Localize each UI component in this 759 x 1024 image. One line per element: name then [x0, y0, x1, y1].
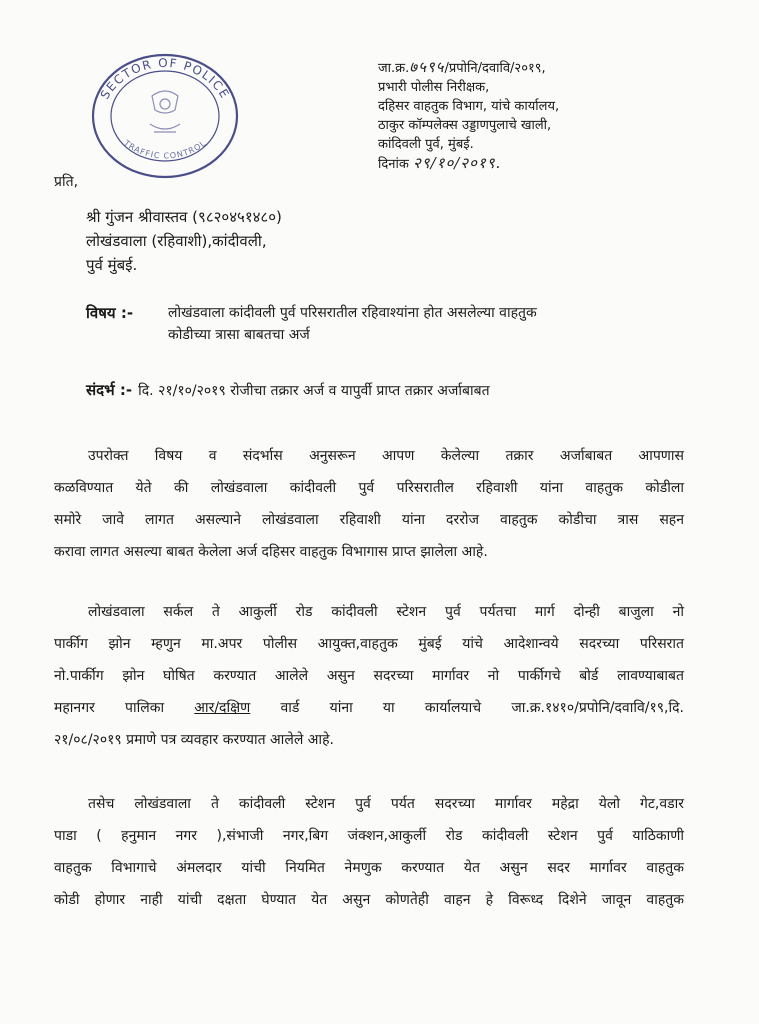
reference-text: दि. २१/१०/२०१९ रोजीचा तक्रार अर्ज व यापुर्वी प्राप्त तक्रार अर्जाबाबत — [138, 383, 490, 399]
paragraph-line: वाहतुक विभागाचे अंमलदार यांची नियमित नेमणुक करण्यात येत असुन सदर मार्गावर वाहतुक — [54, 860, 684, 876]
paragraph-line: महानगर पालिका आर/दक्षिण वार्ड यांना या कार्यालयाचे जा.क्र.१४१०/प्रपोनि/दवावि/१९,दि. — [54, 700, 684, 716]
office-city: कांदिवली पुर्व, मुंबई. — [378, 137, 474, 152]
paragraph-line: पाडा ( हनुमान नगर ),संभाजी नगर,बिग जंक्शन,आकुर्ली रोड कांदीवली स्टेशन पुर्व याठिकाणी — [54, 828, 684, 844]
stamp-top-text: SECTOR OF POLICE — [97, 55, 233, 102]
reference-block — [86, 380, 726, 400]
paragraph-line: तसेच लोखंडवाला ते कांदीवली स्टेशन पुर्व पर्यत सदरच्या मार्गावर महेद्रा येलो गेट,वडार — [88, 796, 684, 812]
paragraph-3 — [54, 788, 684, 916]
paragraph-line: कळविण्यात येते की लोखंडवाला कांदीवली पुर्व परिसरातील रहिवाशी यांना वाहतुक कोडीला — [54, 480, 684, 496]
recipient-city: पुर्व मुंबई. — [86, 256, 138, 274]
police-seal-icon — [90, 52, 240, 180]
reference-label: संदर्भ :- — [86, 381, 133, 399]
subject-line: कोडीच्या त्रासा बाबतचा अर्ज — [168, 327, 310, 343]
date-line: दिनांक २९/१०/२०१९. — [378, 154, 502, 172]
handwritten-date: २९/१०/२०१९. — [412, 154, 502, 172]
subject-block — [86, 302, 726, 346]
police-seal-stamp — [90, 52, 240, 180]
reference-number-line: जा.क्र.७५९५/प्रपोनि/दवावि/२०१९, — [378, 58, 546, 76]
paragraph-line: २१/०८/२०१९ प्रमाणे पत्र व्यवहार करण्यात आलेले आहे. — [54, 732, 334, 748]
paragraph-1 — [54, 440, 684, 568]
paragraph-line: करावा लागत असल्या बाबत केलेला अर्ज दहिसर वाहतुक विभागास प्राप्त झालेला आहे. — [54, 544, 488, 560]
office-name: दहिसर वाहतुक विभाग, यांचे कार्यालय, — [378, 99, 560, 114]
recipient-block — [86, 205, 282, 277]
subject-label: विषय :- — [86, 304, 134, 322]
paragraph-2 — [54, 596, 684, 756]
subject-line: लोखंडवाला कांदीवली पुर्व परिसरातील रहिवाश्यांना होत असलेल्या वाहतुक — [168, 305, 537, 321]
stamp-bottom-text: TRAFFIC CONTROL — [122, 138, 208, 161]
ward-name-underlined: आर/दक्षिण — [194, 700, 251, 716]
paragraph-line: उपरोक्त विषय व संदर्भास अनुसरून आपण केलेल्या तक्रार अर्जाबाबत आपणास — [88, 448, 684, 464]
handwritten-ref-number: ७५९५ — [409, 58, 445, 76]
office-address-block — [378, 58, 738, 174]
paragraph-line: पार्कीग झोन म्हणुन मा.अपर पोलीस आयुक्त,वाहतुक मुंबई यांचे आदेशान्वये सदरच्या परिसरात — [54, 636, 684, 652]
officer-title: प्रभारी पोलीस निरीक्षक, — [378, 80, 490, 95]
paragraph-line: कोडी होणार नाही यांची दक्षता घेण्यात येत असुन कोणतेही वाहन हे विरूध्द दिशेने जावून वाहतुक — [54, 892, 684, 908]
paragraph-line: नो.पार्कीग झोन घोषित करण्यात आलेले असुन सदरच्या मार्गावर नो पार्कीगचे बोर्ड लावण्याबाबत — [54, 668, 684, 684]
paragraph-line: समोरे जावे लागत असल्याने लोखंडवाला रहिवाशी यांना दररोज वाहतुक कोडीचा त्रास सहन — [54, 512, 684, 528]
recipient-locality: लोखंडवाला (रहिवाशी),कांदीवली, — [86, 232, 267, 250]
svg-text:TRAFFIC CONTROL — [121, 138, 208, 161]
recipient-name: श्री गुंजन श्रीवास्तव (९८२०४५१४८०) — [86, 208, 282, 226]
office-address: ठाकुर कॉम्पलेक्स उड्डाणपुलाचे खाली, — [378, 118, 552, 133]
paragraph-line: लोखंडवाला सर्कल ते आकुर्ली रोड कांदीवली स्टेशन पुर्व पर्यतचा मार्ग दोन्ही बाजुला नो — [88, 604, 684, 620]
salutation-to: प्रति, — [54, 174, 79, 190]
